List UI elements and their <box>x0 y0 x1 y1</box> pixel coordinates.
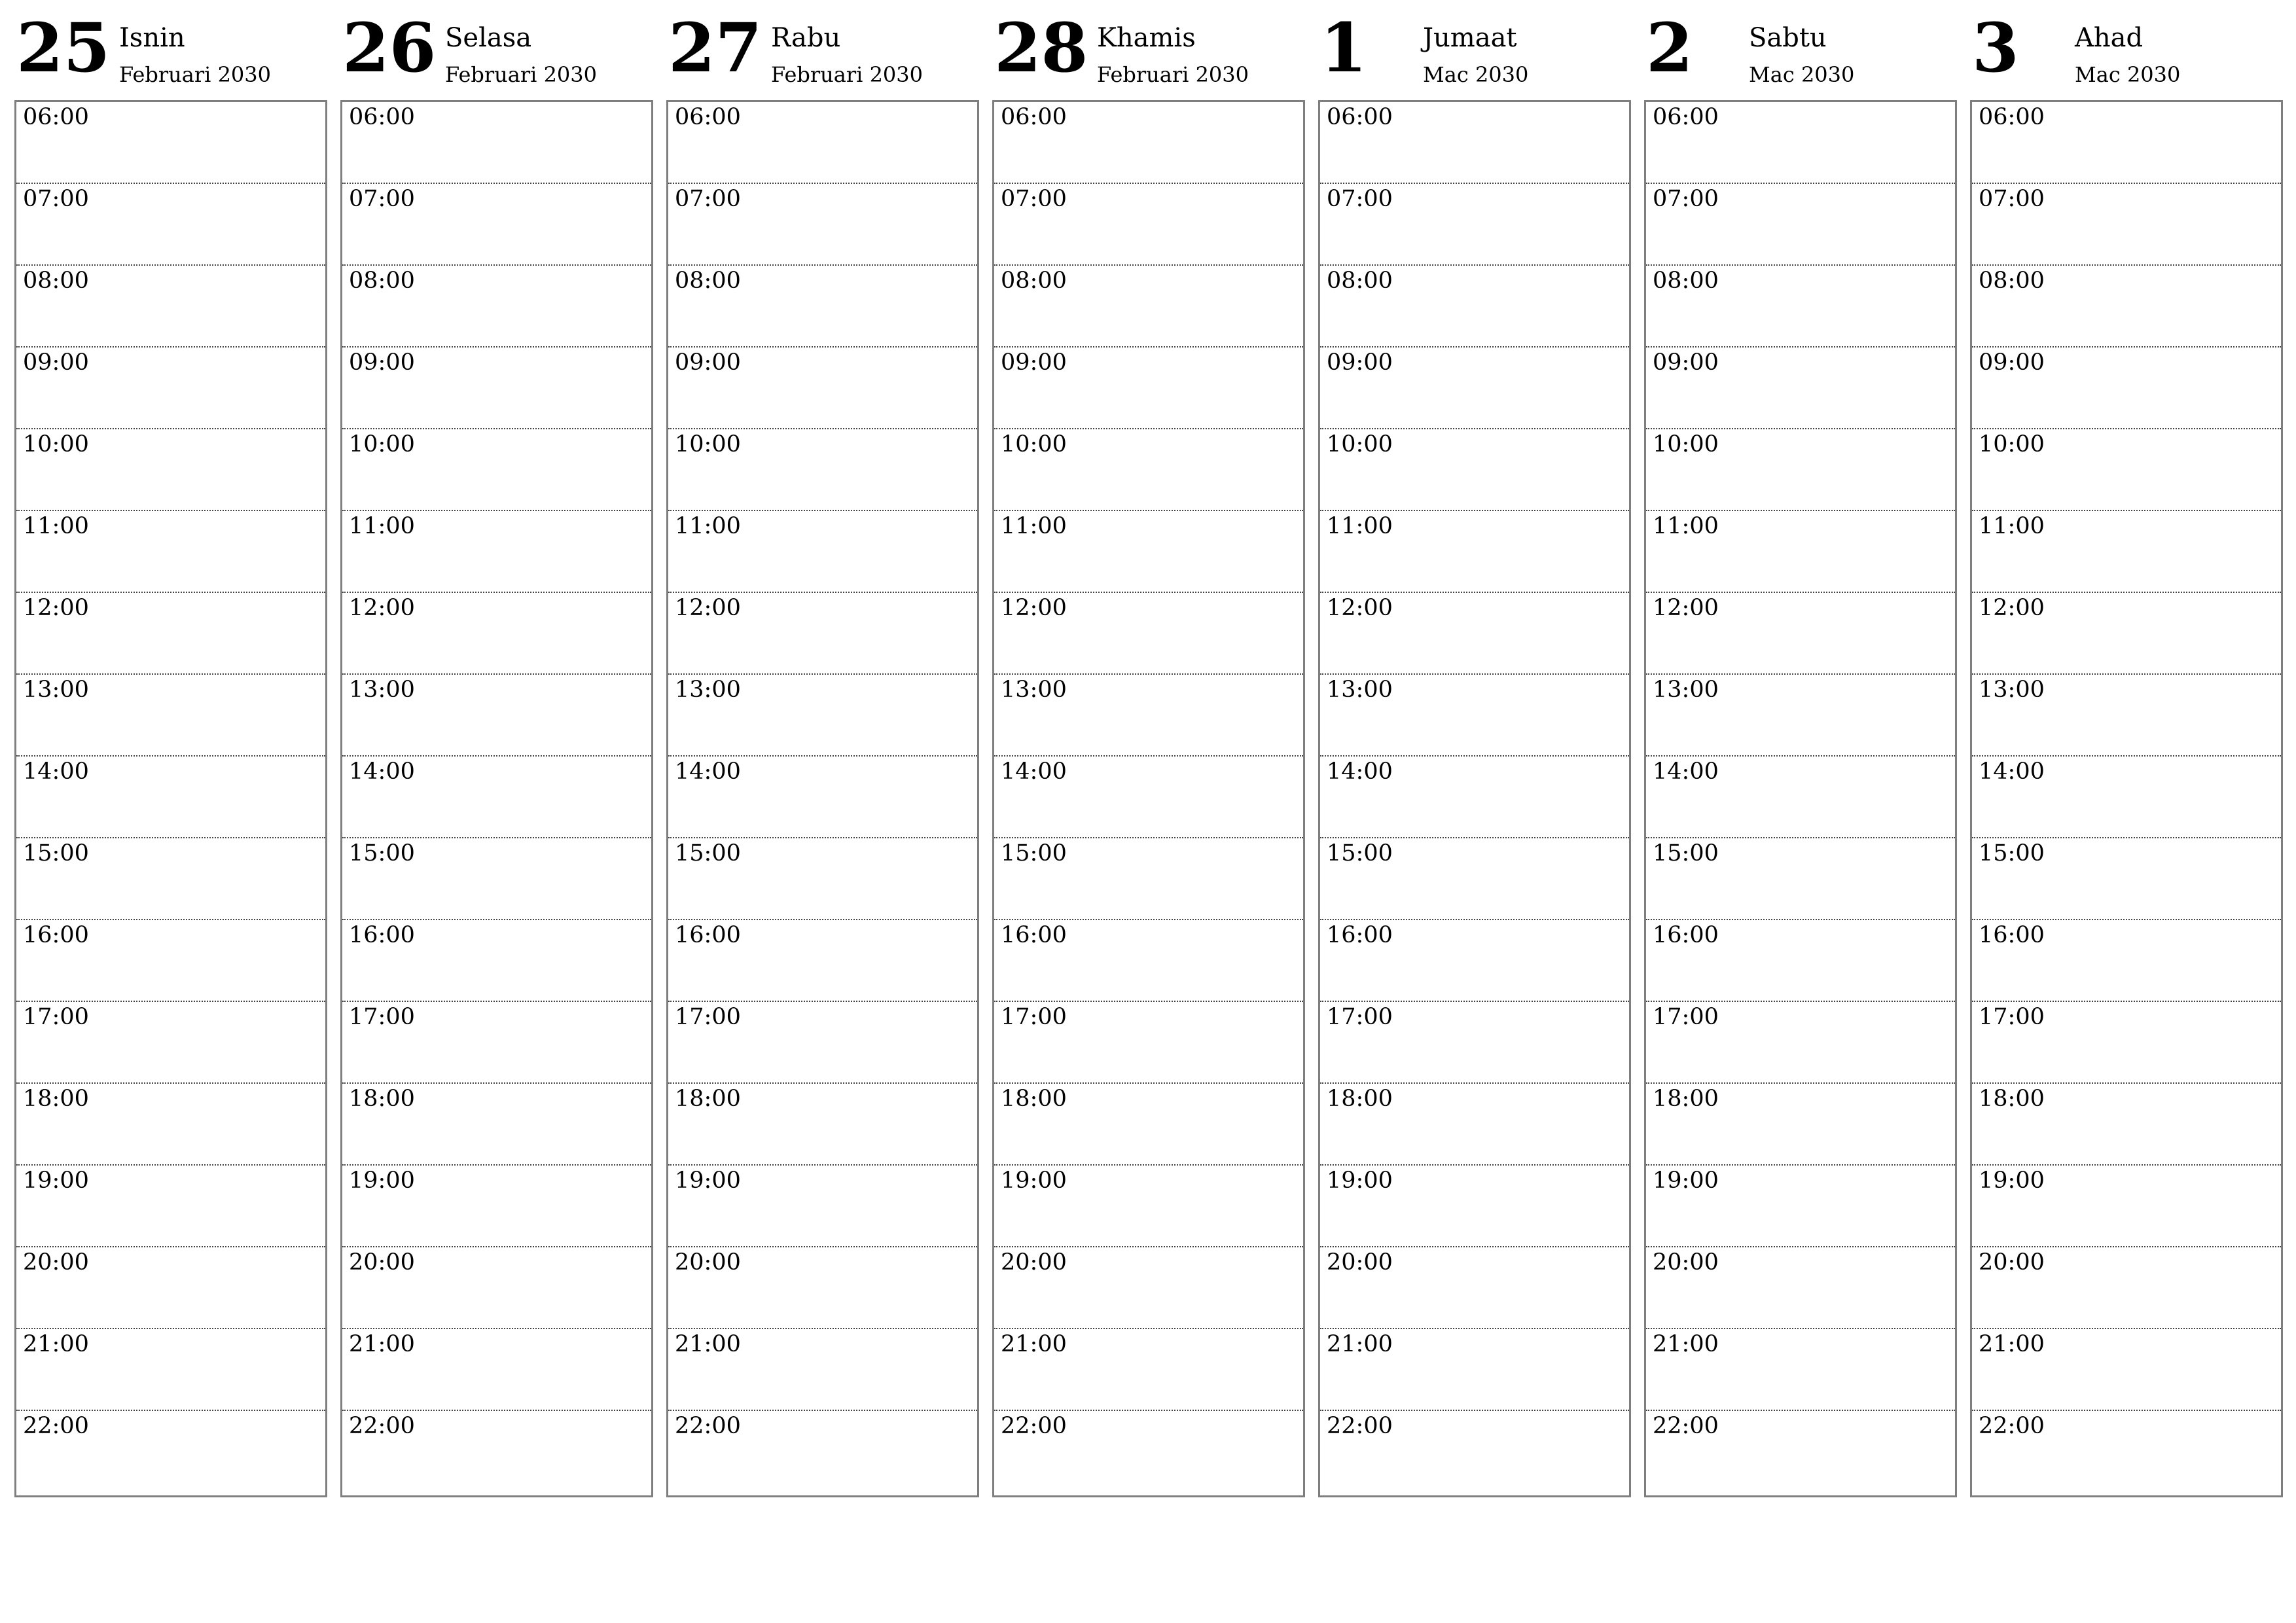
hour-slot[interactable] <box>668 1002 977 1084</box>
hour-slot[interactable] <box>1972 757 2281 838</box>
hour-slot[interactable] <box>1972 1329 2281 1411</box>
hour-label: 06:00 <box>1327 104 1393 130</box>
hour-slot[interactable] <box>1646 838 1955 920</box>
hour-slot[interactable] <box>994 1329 1303 1411</box>
hour-slot[interactable] <box>1972 675 2281 757</box>
hour-slot[interactable] <box>668 757 977 838</box>
hour-label: 18:00 <box>1001 1086 1067 1112</box>
hour-label: 08:00 <box>23 268 89 294</box>
hour-slot[interactable] <box>16 757 325 838</box>
hour-label: 17:00 <box>349 1004 415 1030</box>
day-column <box>14 0 327 1439</box>
hour-label: 11:00 <box>1327 513 1393 539</box>
hour-slot[interactable] <box>1320 1247 1629 1329</box>
hour-label: 21:00 <box>23 1331 89 1357</box>
hour-label: 15:00 <box>23 840 89 866</box>
hour-slot[interactable] <box>16 1411 325 1493</box>
day-column <box>992 0 1305 1439</box>
hour-label: 21:00 <box>1653 1331 1719 1357</box>
hour-slot[interactable] <box>1646 429 1955 511</box>
hour-label: 18:00 <box>1327 1086 1393 1112</box>
hour-slot[interactable] <box>342 593 651 675</box>
hour-label: 10:00 <box>1001 431 1067 457</box>
hour-label: 10:00 <box>1653 431 1719 457</box>
hour-slot[interactable] <box>342 675 651 757</box>
hour-slot[interactable] <box>668 1247 977 1329</box>
hour-label: 20:00 <box>1653 1249 1719 1275</box>
day-schedule-box[interactable] <box>992 100 1305 1497</box>
hour-slot[interactable] <box>1320 511 1629 593</box>
hour-slot[interactable] <box>1646 511 1955 593</box>
hour-slot[interactable] <box>342 348 651 429</box>
hour-label: 08:00 <box>1653 268 1719 294</box>
hour-label: 11:00 <box>675 513 741 539</box>
hour-slot[interactable] <box>1972 838 2281 920</box>
hour-slot[interactable] <box>1972 1084 2281 1166</box>
hour-slot[interactable] <box>1320 1084 1629 1166</box>
hour-label: 07:00 <box>1653 186 1719 212</box>
hour-slot[interactable] <box>1646 593 1955 675</box>
hour-label: 14:00 <box>1653 758 1719 785</box>
hour-slot[interactable] <box>1320 1411 1629 1493</box>
hour-label: 19:00 <box>675 1168 741 1194</box>
day-number: 3 <box>1972 9 2019 88</box>
day-column <box>1318 0 1631 1439</box>
hour-label: 19:00 <box>1979 1168 2045 1194</box>
hour-label: 19:00 <box>349 1168 415 1194</box>
day-column <box>666 0 979 1439</box>
hour-label: 20:00 <box>23 1249 89 1275</box>
hour-label: 18:00 <box>349 1086 415 1112</box>
hour-label: 17:00 <box>675 1004 741 1030</box>
hour-slot[interactable] <box>1320 1002 1629 1084</box>
hour-slot[interactable] <box>1320 1329 1629 1411</box>
hour-slot[interactable] <box>1646 348 1955 429</box>
day-header <box>340 0 653 100</box>
hour-label: 09:00 <box>23 349 89 376</box>
day-month-year: Mac 2030 <box>2075 62 2181 87</box>
hour-label: 18:00 <box>1979 1086 2045 1112</box>
hour-slot[interactable] <box>994 593 1303 675</box>
hour-label: 15:00 <box>349 840 415 866</box>
hour-slot[interactable] <box>668 348 977 429</box>
hour-slot[interactable] <box>1646 1002 1955 1084</box>
hour-label: 21:00 <box>675 1331 741 1357</box>
day-name: Selasa <box>445 23 532 53</box>
hour-label: 07:00 <box>23 186 89 212</box>
day-column <box>340 0 653 1439</box>
day-number: 1 <box>1320 9 1367 88</box>
hour-label: 16:00 <box>1001 922 1067 948</box>
hour-slot[interactable] <box>342 429 651 511</box>
hour-slot[interactable] <box>1646 266 1955 348</box>
hour-label: 14:00 <box>1001 758 1067 785</box>
day-column <box>1644 0 1957 1439</box>
day-header <box>992 0 1305 100</box>
hour-slot[interactable] <box>1320 757 1629 838</box>
hour-label: 11:00 <box>1653 513 1719 539</box>
hour-slot[interactable] <box>668 593 977 675</box>
day-number: 26 <box>342 9 437 88</box>
hour-label: 19:00 <box>1327 1168 1393 1194</box>
hour-label: 20:00 <box>349 1249 415 1275</box>
hour-slot[interactable] <box>994 1166 1303 1247</box>
hour-slot[interactable] <box>1972 593 2281 675</box>
hour-label: 13:00 <box>1653 677 1719 703</box>
day-schedule-box[interactable] <box>666 100 979 1497</box>
day-month-year: Mac 2030 <box>1423 62 1529 87</box>
hour-slot[interactable] <box>342 1247 651 1329</box>
hour-slot[interactable] <box>16 838 325 920</box>
hour-slot[interactable] <box>994 184 1303 266</box>
hour-slot[interactable] <box>668 675 977 757</box>
hour-label: 08:00 <box>1001 268 1067 294</box>
hour-slot[interactable] <box>1320 838 1629 920</box>
hour-label: 12:00 <box>1979 595 2045 621</box>
hour-label: 16:00 <box>675 922 741 948</box>
hour-label: 08:00 <box>349 268 415 294</box>
hour-label: 18:00 <box>1653 1086 1719 1112</box>
hour-slot[interactable] <box>1972 102 2281 184</box>
hour-label: 12:00 <box>349 595 415 621</box>
day-month-year: Mac 2030 <box>1749 62 1855 87</box>
hour-slot[interactable] <box>994 102 1303 184</box>
day-schedule-box[interactable] <box>340 100 653 1497</box>
hour-slot[interactable] <box>1972 1247 2281 1329</box>
hour-slot[interactable] <box>1646 102 1955 184</box>
hour-label: 11:00 <box>349 513 415 539</box>
hour-label: 07:00 <box>675 186 741 212</box>
hour-slot[interactable] <box>994 1084 1303 1166</box>
hour-label: 15:00 <box>1979 840 2045 866</box>
hour-label: 15:00 <box>675 840 741 866</box>
day-number: 25 <box>16 9 111 88</box>
day-schedule-box[interactable] <box>1318 100 1631 1497</box>
day-header <box>1318 0 1631 100</box>
hour-label: 06:00 <box>1001 104 1067 130</box>
day-name: Sabtu <box>1749 23 1827 53</box>
hour-slot[interactable] <box>668 184 977 266</box>
hour-slot[interactable] <box>1972 1411 2281 1493</box>
hour-label: 09:00 <box>1001 349 1067 376</box>
hour-label: 12:00 <box>1653 595 1719 621</box>
hour-label: 06:00 <box>675 104 741 130</box>
hour-slot[interactable] <box>1646 920 1955 1002</box>
hour-label: 08:00 <box>675 268 741 294</box>
hour-slot[interactable] <box>1320 348 1629 429</box>
hour-label: 07:00 <box>1327 186 1393 212</box>
hour-label: 16:00 <box>349 922 415 948</box>
day-header <box>14 0 327 100</box>
day-schedule-box[interactable] <box>1644 100 1957 1497</box>
hour-label: 09:00 <box>349 349 415 376</box>
hour-label: 06:00 <box>1653 104 1719 130</box>
hour-slot[interactable] <box>668 1166 977 1247</box>
hour-label: 22:00 <box>1653 1413 1719 1439</box>
hour-label: 17:00 <box>1327 1004 1393 1030</box>
hour-slot[interactable] <box>1646 1166 1955 1247</box>
hour-label: 07:00 <box>349 186 415 212</box>
hour-label: 12:00 <box>1327 595 1393 621</box>
hour-slot[interactable] <box>1972 266 2281 348</box>
hour-slot[interactable] <box>16 1002 325 1084</box>
hour-label: 13:00 <box>23 677 89 703</box>
hour-label: 22:00 <box>1001 1413 1067 1439</box>
hour-slot[interactable] <box>1972 348 2281 429</box>
day-column <box>1970 0 2283 1439</box>
hour-label: 16:00 <box>1653 922 1719 948</box>
hour-label: 07:00 <box>1979 186 2045 212</box>
hour-slot[interactable] <box>342 1002 651 1084</box>
hour-slot[interactable] <box>668 920 977 1002</box>
hour-label: 11:00 <box>1979 513 2045 539</box>
hour-slot[interactable] <box>1972 429 2281 511</box>
hour-label: 16:00 <box>23 922 89 948</box>
hour-label: 13:00 <box>1327 677 1393 703</box>
hour-label: 12:00 <box>23 595 89 621</box>
hour-slot[interactable] <box>1646 1329 1955 1411</box>
day-month-year: Februari 2030 <box>119 62 271 87</box>
day-number: 27 <box>668 9 762 88</box>
hour-slot[interactable] <box>1320 184 1629 266</box>
hour-label: 08:00 <box>1327 268 1393 294</box>
hour-label: 14:00 <box>1327 758 1393 785</box>
day-name: Khamis <box>1097 23 1196 53</box>
hour-label: 22:00 <box>23 1413 89 1439</box>
day-name: Jumaat <box>1423 23 1517 53</box>
hour-slot[interactable] <box>994 838 1303 920</box>
hour-slot[interactable] <box>342 1166 651 1247</box>
hour-slot[interactable] <box>16 429 325 511</box>
hour-label: 18:00 <box>675 1086 741 1112</box>
day-header <box>1970 0 2283 100</box>
hour-slot[interactable] <box>994 757 1303 838</box>
hour-label: 19:00 <box>1653 1168 1719 1194</box>
hour-label: 09:00 <box>1327 349 1393 376</box>
hour-slot[interactable] <box>1320 266 1629 348</box>
hour-label: 18:00 <box>23 1086 89 1112</box>
hour-slot[interactable] <box>1646 1084 1955 1166</box>
hour-slot[interactable] <box>994 348 1303 429</box>
hour-slot[interactable] <box>1320 102 1629 184</box>
day-month-year: Februari 2030 <box>445 62 597 87</box>
hour-slot[interactable] <box>342 1329 651 1411</box>
hour-label: 19:00 <box>23 1168 89 1194</box>
hour-label: 21:00 <box>1001 1331 1067 1357</box>
hour-label: 13:00 <box>349 677 415 703</box>
hour-label: 16:00 <box>1979 922 2045 948</box>
hour-label: 09:00 <box>1653 349 1719 376</box>
hour-slot[interactable] <box>16 1247 325 1329</box>
day-name: Rabu <box>771 23 841 53</box>
hour-label: 06:00 <box>349 104 415 130</box>
hour-slot[interactable] <box>668 511 977 593</box>
hour-label: 11:00 <box>23 513 89 539</box>
hour-slot[interactable] <box>1646 184 1955 266</box>
hour-label: 17:00 <box>1653 1004 1719 1030</box>
hour-slot[interactable] <box>16 1329 325 1411</box>
hour-slot[interactable] <box>1972 511 2281 593</box>
hour-label: 22:00 <box>349 1413 415 1439</box>
hour-slot[interactable] <box>1320 675 1629 757</box>
hour-label: 10:00 <box>1979 431 2045 457</box>
hour-label: 15:00 <box>1653 840 1719 866</box>
hour-label: 20:00 <box>1979 1249 2045 1275</box>
hour-label: 14:00 <box>23 758 89 785</box>
hour-slot[interactable] <box>668 838 977 920</box>
hour-slot[interactable] <box>16 675 325 757</box>
hour-slot[interactable] <box>342 511 651 593</box>
hour-slot[interactable] <box>1320 1166 1629 1247</box>
hour-slot[interactable] <box>994 266 1303 348</box>
hour-label: 10:00 <box>349 431 415 457</box>
hour-label: 17:00 <box>1979 1004 2045 1030</box>
hour-label: 10:00 <box>23 431 89 457</box>
hour-label: 20:00 <box>1001 1249 1067 1275</box>
hour-label: 22:00 <box>675 1413 741 1439</box>
hour-slot[interactable] <box>994 511 1303 593</box>
hour-slot[interactable] <box>16 511 325 593</box>
hour-label: 06:00 <box>1979 104 2045 130</box>
hour-label: 06:00 <box>23 104 89 130</box>
hour-slot[interactable] <box>994 920 1303 1002</box>
hour-label: 13:00 <box>1001 677 1067 703</box>
hour-label: 14:00 <box>1979 758 2045 785</box>
day-month-year: Februari 2030 <box>1097 62 1249 87</box>
day-header <box>1644 0 1957 100</box>
day-number: 28 <box>994 9 1088 88</box>
hour-label: 14:00 <box>675 758 741 785</box>
hour-slot[interactable] <box>668 1411 977 1493</box>
day-header <box>666 0 979 100</box>
hour-slot[interactable] <box>1646 1247 1955 1329</box>
hour-slot[interactable] <box>1320 429 1629 511</box>
hour-slot[interactable] <box>668 429 977 511</box>
hour-slot[interactable] <box>16 266 325 348</box>
hour-slot[interactable] <box>342 838 651 920</box>
hour-slot[interactable] <box>994 1247 1303 1329</box>
hour-slot[interactable] <box>16 348 325 429</box>
hour-slot[interactable] <box>994 429 1303 511</box>
hour-slot[interactable] <box>342 1084 651 1166</box>
hour-label: 09:00 <box>1979 349 2045 376</box>
hour-label: 10:00 <box>675 431 741 457</box>
hour-slot[interactable] <box>342 757 651 838</box>
hour-label: 20:00 <box>675 1249 741 1275</box>
hour-slot[interactable] <box>16 920 325 1002</box>
day-month-year: Februari 2030 <box>771 62 923 87</box>
hour-slot[interactable] <box>1320 920 1629 1002</box>
hour-label: 21:00 <box>349 1331 415 1357</box>
hour-slot[interactable] <box>1646 757 1955 838</box>
hour-label: 13:00 <box>1979 677 2045 703</box>
hour-slot[interactable] <box>994 675 1303 757</box>
hour-slot[interactable] <box>1646 1411 1955 1493</box>
hour-label: 09:00 <box>675 349 741 376</box>
day-name: Ahad <box>2075 23 2144 53</box>
hour-slot[interactable] <box>668 1084 977 1166</box>
hour-slot[interactable] <box>342 266 651 348</box>
hour-label: 20:00 <box>1327 1249 1393 1275</box>
hour-slot[interactable] <box>668 266 977 348</box>
hour-slot[interactable] <box>16 184 325 266</box>
hour-label: 12:00 <box>1001 595 1067 621</box>
hour-label: 17:00 <box>23 1004 89 1030</box>
hour-label: 12:00 <box>675 595 741 621</box>
hour-label: 07:00 <box>1001 186 1067 212</box>
hour-slot[interactable] <box>16 1166 325 1247</box>
hour-label: 14:00 <box>349 758 415 785</box>
hour-slot[interactable] <box>342 102 651 184</box>
hour-slot[interactable] <box>994 1002 1303 1084</box>
hour-label: 10:00 <box>1327 431 1393 457</box>
hour-label: 17:00 <box>1001 1004 1067 1030</box>
hour-label: 22:00 <box>1979 1413 2045 1439</box>
hour-label: 11:00 <box>1001 513 1067 539</box>
hour-slot[interactable] <box>342 920 651 1002</box>
hour-label: 16:00 <box>1327 922 1393 948</box>
hour-slot[interactable] <box>1972 920 2281 1002</box>
hour-label: 15:00 <box>1327 840 1393 866</box>
hour-label: 08:00 <box>1979 268 2045 294</box>
hour-label: 15:00 <box>1001 840 1067 866</box>
hour-slot[interactable] <box>668 1329 977 1411</box>
hour-slot[interactable] <box>1972 1166 2281 1247</box>
hour-slot[interactable] <box>994 1411 1303 1493</box>
hour-slot[interactable] <box>1320 593 1629 675</box>
hour-label: 13:00 <box>675 677 741 703</box>
day-schedule-box[interactable] <box>1970 100 2283 1497</box>
hour-slot[interactable] <box>16 1084 325 1166</box>
hour-label: 21:00 <box>1979 1331 2045 1357</box>
hour-slot[interactable] <box>342 1411 651 1493</box>
day-schedule-box[interactable] <box>14 100 327 1497</box>
hour-slot[interactable] <box>1972 1002 2281 1084</box>
hour-label: 19:00 <box>1001 1168 1067 1194</box>
hour-slot[interactable] <box>668 102 977 184</box>
hour-slot[interactable] <box>16 102 325 184</box>
day-number: 2 <box>1646 9 1693 88</box>
hour-label: 22:00 <box>1327 1413 1393 1439</box>
hour-slot[interactable] <box>342 184 651 266</box>
hour-slot[interactable] <box>16 593 325 675</box>
hour-slot[interactable] <box>1972 184 2281 266</box>
day-name: Isnin <box>119 23 185 53</box>
hour-label: 21:00 <box>1327 1331 1393 1357</box>
hour-slot[interactable] <box>1646 675 1955 757</box>
